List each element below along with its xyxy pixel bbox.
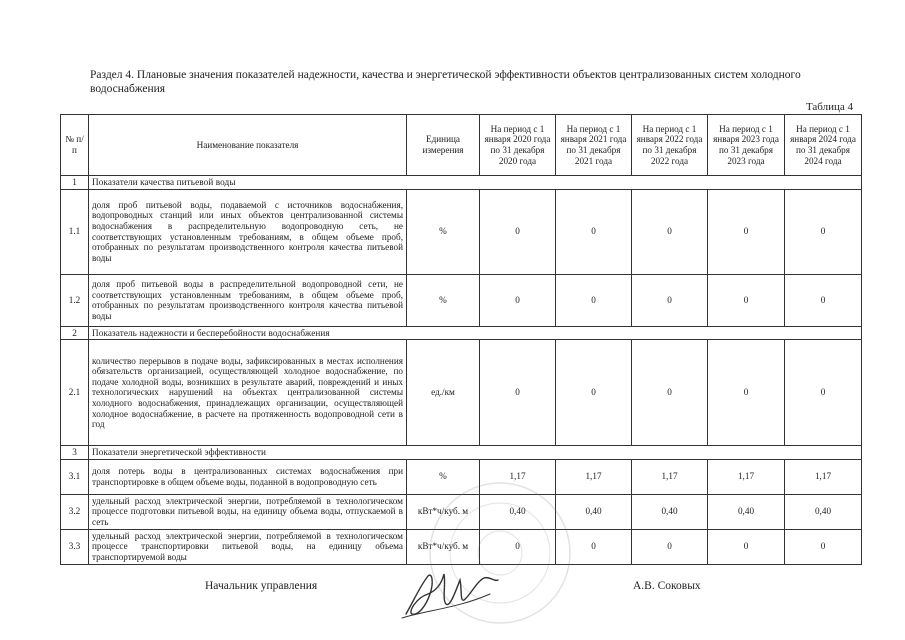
section-row	[61, 446, 862, 460]
value-2022: 0	[632, 189, 708, 274]
value-2020: 1,17	[480, 459, 556, 494]
value-2023: 0	[708, 189, 785, 274]
table-row	[61, 274, 862, 326]
col-header-period-2022: На период с 1 января 2022 года по 31 декабря 2022 года	[632, 115, 708, 176]
section-title: Показатель надежности и бесперебойности водоснабжения	[89, 326, 862, 340]
value-2023: 0,40	[708, 494, 785, 529]
value-2022: 0,40	[632, 494, 708, 529]
value-2021: 0,40	[556, 494, 632, 529]
value-2021: 0	[556, 189, 632, 274]
indicator-name: удельный расход электрической энергии, потребляемой в технологическом процессе подготовки питьевой воды, на единицу объема воды, отпускаемой в сеть	[89, 494, 407, 529]
row-number: 3.1	[61, 459, 89, 494]
indicator-unit: кВт*ч/куб. м	[407, 494, 480, 529]
value-2024: 0,40	[785, 494, 862, 529]
value-2024: 0	[785, 274, 862, 326]
col-header-unit: Единица измерения	[407, 115, 480, 176]
row-number: 1.2	[61, 274, 89, 326]
value-2024: 0	[785, 340, 862, 446]
value-2021: 1,17	[556, 459, 632, 494]
value-2020: 0	[480, 274, 556, 326]
row-number: 1.1	[61, 189, 89, 274]
indicator-unit: кВт*ч/куб. м	[407, 529, 480, 564]
col-header-num: № п/п	[61, 115, 89, 176]
value-2023: 0	[708, 340, 785, 446]
col-header-period-2023: На период с 1 января 2023 года по 31 декабря 2023 года	[708, 115, 785, 176]
signer-title: Начальник управления	[205, 580, 318, 592]
section-number: 3	[61, 446, 89, 460]
value-2021: 0	[556, 529, 632, 564]
col-header-period-2020: На период с 1 января 2020 года по 31 декабря 2020 года	[480, 115, 556, 176]
col-header-period-2021: На период с 1 января 2021 года по 31 декабря 2021 года	[556, 115, 632, 176]
indicator-name: количество перерывов в подаче воды, зафиксированных в местах исполнения обязательств организацией, осуществляющей холодное водоснабжение, по подаче холодной воды, возникших в результате аварий, повреждений и иных технологических нарушений на объектах централизованной системы холодного водоснабжения, принадлежащих организации, осуществляющей холодное водоснабжение, в расчете на протяженность водопроводной сети в год	[89, 340, 407, 446]
col-header-period-2024: На период с 1 января 2024 года по 31 декабря 2024 года	[785, 115, 862, 176]
value-2020: 0	[480, 529, 556, 564]
table-row	[61, 189, 862, 274]
value-2020: 0,40	[480, 494, 556, 529]
section-heading: Раздел 4. Плановые значения показателей надежности, качества и энергетической эффективности объектов централизованных систем холодного водоснабжения	[90, 69, 801, 95]
table-row	[61, 340, 862, 446]
handwritten-signature	[398, 564, 508, 624]
indicator-unit: ед./км	[407, 340, 480, 446]
value-2021: 0	[556, 340, 632, 446]
row-number: 2.1	[61, 340, 89, 446]
section-number: 2	[61, 326, 89, 340]
value-2024: 1,17	[785, 459, 862, 494]
signer-name: А.В. Соковых	[633, 580, 701, 592]
value-2022: 0	[632, 274, 708, 326]
col-header-name: Наименование показателя	[89, 115, 407, 176]
value-2024: 0	[785, 529, 862, 564]
value-2022: 0	[632, 340, 708, 446]
section-title: Показатели энергетической эффективности	[89, 446, 862, 460]
value-2023: 0	[708, 529, 785, 564]
indicator-name: доля проб питьевой воды, подаваемой с источников водоснабжения, водопроводных станций или иных объектов централизованной системы водоснабжения в распределительную водопроводную сеть, не соответствующих установленным требованиям, в общем объеме проб, отобранных по результатам производственного контроля качества питьевой воды	[89, 189, 407, 274]
section-title: Показатели качества питьевой воды	[89, 176, 862, 190]
indicator-unit: %	[407, 459, 480, 494]
indicator-unit: %	[407, 189, 480, 274]
indicator-name: доля проб питьевой воды в распределительной водопроводной сети, не соответствующих установленным требованиям, в общем объеме проб, отобранных по результатам производственного контроля качества питьевой воды	[89, 274, 407, 326]
table-label: Таблица 4	[805, 101, 853, 113]
value-2020: 0	[480, 189, 556, 274]
value-2022: 1,17	[632, 459, 708, 494]
value-2022: 0	[632, 529, 708, 564]
row-number: 3.3	[61, 529, 89, 564]
value-2021: 0	[556, 274, 632, 326]
value-2023: 1,17	[708, 459, 785, 494]
indicator-name: доля потерь воды в централизованных системах водоснабжения при транспортировке в общем объеме воды, поданной в водопроводную сеть	[89, 459, 407, 494]
row-number: 3.2	[61, 494, 89, 529]
value-2020: 0	[480, 340, 556, 446]
section-row	[61, 326, 862, 340]
section-row	[61, 176, 862, 190]
value-2023: 0	[708, 274, 785, 326]
section-number: 1	[61, 176, 89, 190]
indicator-name: удельный расход электрической энергии, потребляемой в технологическом процессе транспортировки питьевой воды, на единицу объема транспортируемой воды	[89, 529, 407, 564]
value-2024: 0	[785, 189, 862, 274]
indicator-unit: %	[407, 274, 480, 326]
